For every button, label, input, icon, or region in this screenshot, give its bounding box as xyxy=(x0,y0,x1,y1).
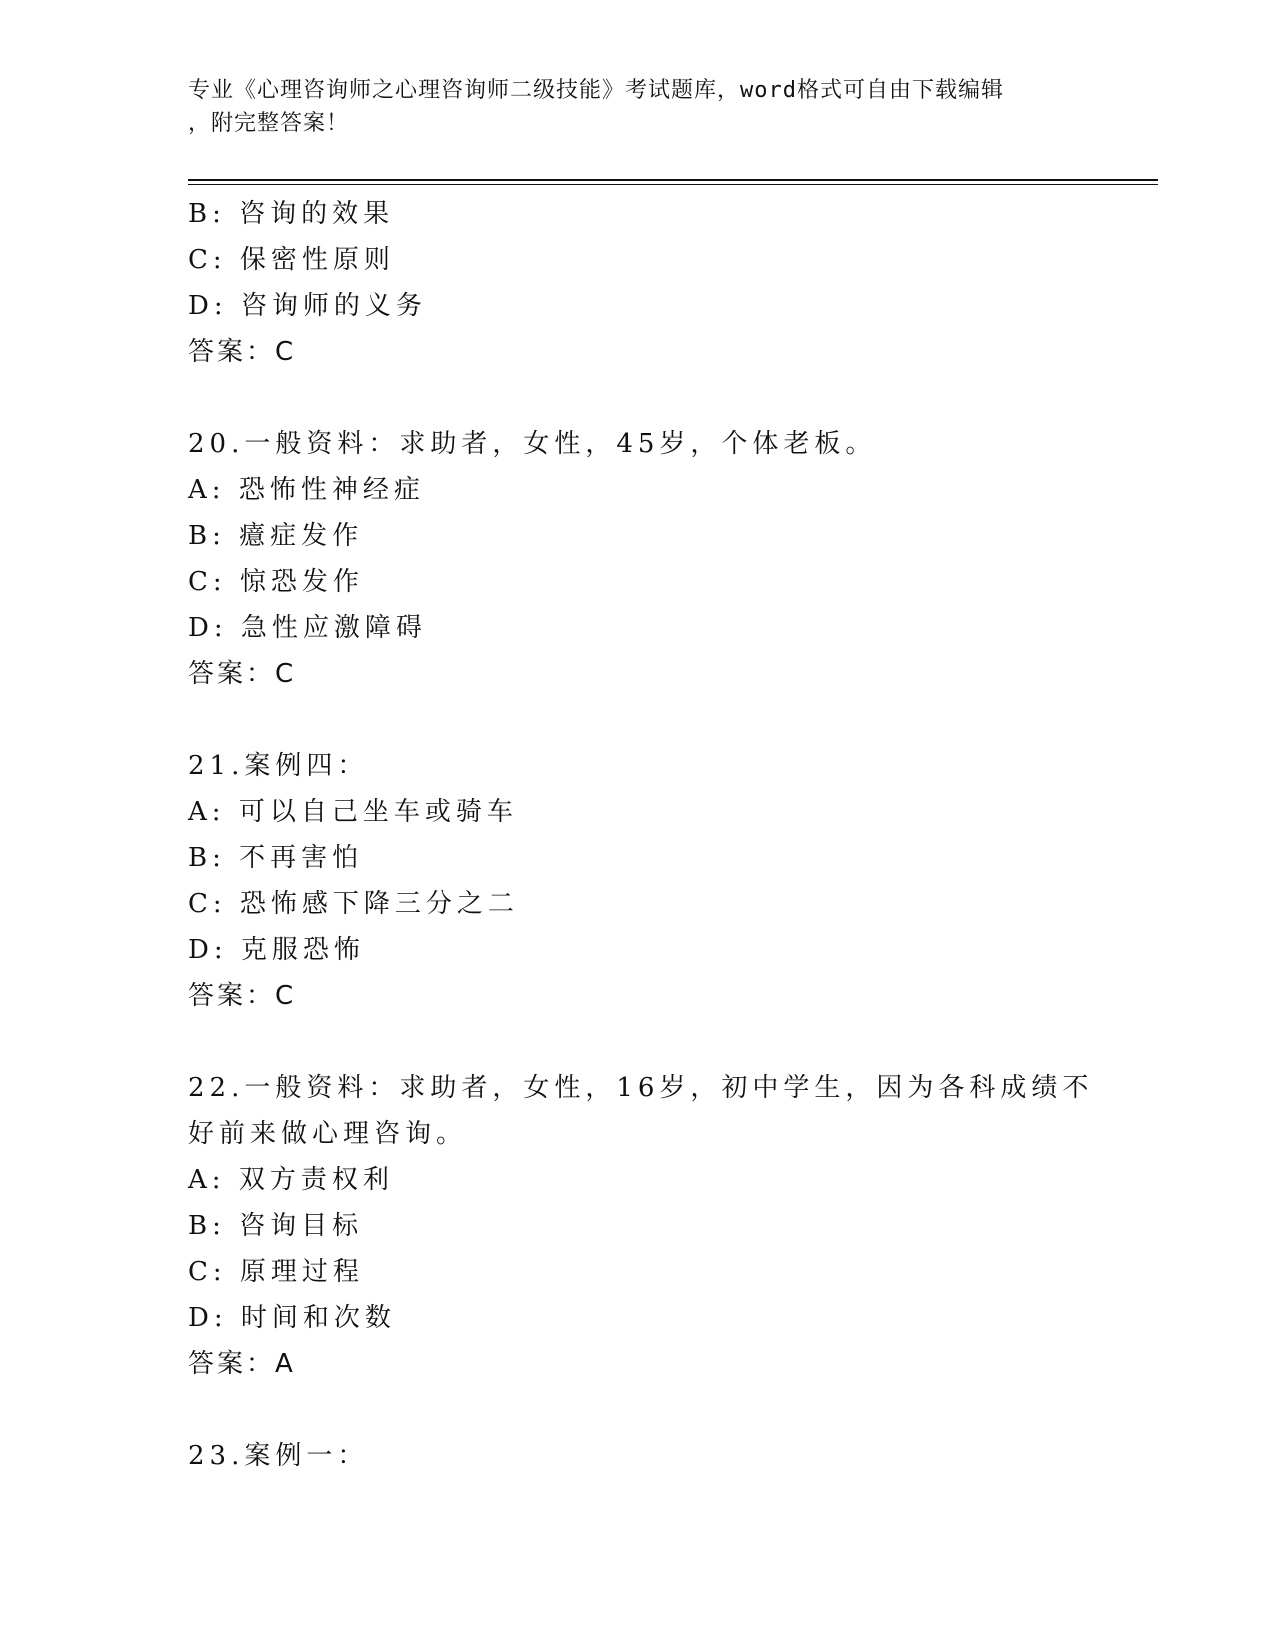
answer-line: 答案：C xyxy=(188,337,297,367)
question-stem: 21.案例四： xyxy=(188,751,369,781)
option-row: B: 不再害怕 xyxy=(188,843,364,873)
header-line-2: ，附完整答案！ xyxy=(188,111,350,136)
question-20 xyxy=(188,421,1108,697)
option-row: B: 咨询的效果 xyxy=(188,199,395,229)
option-row: C: 惊恐发作 xyxy=(188,567,364,597)
option-row: B: 咨询目标 xyxy=(188,1211,364,1241)
option-row: D: 时间和次数 xyxy=(188,1303,396,1333)
question-23 xyxy=(188,1433,1108,1479)
option-row: D: 急性应激障碍 xyxy=(188,613,427,643)
question-21 xyxy=(188,743,1108,1019)
question-stem: 22.一般资料：求助者，女性，16岁，初中学生，因为各科成绩不好前来做心理咨询。 xyxy=(188,1073,1094,1149)
document-header xyxy=(188,74,1068,140)
answer-line: 答案：C xyxy=(188,659,297,689)
answer-line: 答案：C xyxy=(188,981,297,1011)
option-row: B: 癔症发作 xyxy=(188,521,364,551)
question-stem: 20.一般资料：求助者，女性，45岁，个体老板。 xyxy=(188,429,877,459)
option-row: A: 可以自己坐车或骑车 xyxy=(188,797,518,827)
header-rule-thin xyxy=(188,184,1158,185)
answer-line: 答案：A xyxy=(188,1349,296,1379)
question-19-tail xyxy=(188,191,1108,375)
option-row: D: 克服恐怖 xyxy=(188,935,365,965)
option-row: C: 恐怖感下降三分之二 xyxy=(188,889,519,919)
header-rule-thick xyxy=(188,179,1158,181)
option-row: D: 咨询师的义务 xyxy=(188,291,427,321)
option-row: A: 双方责权利 xyxy=(188,1165,394,1195)
question-stem: 23.案例一： xyxy=(188,1441,369,1471)
option-row: A: 恐怖性神经症 xyxy=(188,475,425,505)
option-row: C: 原理过程 xyxy=(188,1257,364,1287)
header-line-1: 专业《心理咨询师之心理咨询师二级技能》考试题库，word格式可自由下载编辑 xyxy=(188,78,1004,103)
question-22 xyxy=(188,1065,1108,1387)
option-row: C: 保密性原则 xyxy=(188,245,395,275)
question-list xyxy=(188,191,1108,1479)
